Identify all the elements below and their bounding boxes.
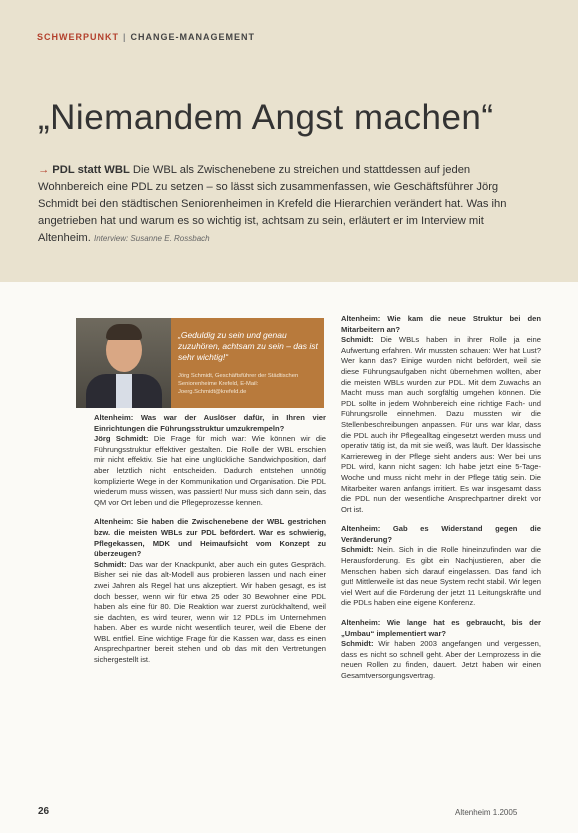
lead-text: Die WBL als Zwischenebene zu streichen und stattdessen auf jeden Wohnbereich eine PDL zu setzen – so lässt sich zusammenfassen, wie Geschäftsführer Jörg Schmidt bei den städtischen Seniorenheimen in Krefeld die Hierarchien verändert hat. Was ihn angetrieben hat und warum es so wichtig ist, achtsam zu sein, erläutert er im Interview mit Altenheim. bbox=[38, 164, 507, 244]
interview-block bbox=[94, 517, 326, 665]
speaker-name: Jörg Schmidt: bbox=[94, 434, 149, 444]
lead-paragraph bbox=[38, 162, 518, 247]
speaker-name: Schmidt: bbox=[341, 639, 374, 649]
interview-question: Altenheim: Was war der Auslöser dafür, in Ihren vier Einrichtungen die Führungsstruktur umzukrempeln? bbox=[94, 413, 326, 433]
interview-block bbox=[341, 314, 541, 515]
kicker-topic: CHANGE-MANAGEMENT bbox=[130, 32, 256, 42]
interview-answer: Wir haben 2003 angefangen und vergessen, dass es nicht so schnell geht. Aber der Lernprozess in die neuen Rollen zu finden, dauert. Jetzt haben wir einen Gesamtversorgungsvertrag. bbox=[341, 639, 541, 680]
interview-block bbox=[94, 413, 326, 508]
left-column bbox=[94, 413, 326, 675]
interview-answer: Die WBLs haben in ihrer Rolle ja eine Aufwertung erfahren. Wir mussten schauen: Wer hat Lust? Wer kann das? Einige wurden nicht befördert, weil sie diese Führungsaufgaben nicht übernehmen wollten, aber die meisten WBLs wurden zur PDL. Mit dem Zuwachs an Macht muss man auch sorgfältig umgehen können. Die PDL sollte in jedem Wohnbereich eine richtige Fach- und Führungsrolle einnehmen. Dazu mussten wir die Stellenbeschreibungen anpassen. Für uns war klar, dass die PDL auch ihr Pflegealltag eingesetzt werden muss und operativ tätig ist, da mit sie weiß, was läuft. Der klassische Karriereweg in der Pflege sieht anders aus: Wer bei uns PDL wird, kann nicht sagen: Ich habe jetzt eine 5-Tage-Woche und muss nicht mehr in der Pflege tätig sein. Die Mitarbeiter waren anfangs irritiert. Es war insgesamt dass die PDL nun der wesentliche Ansprechpartner direkt vor Ort ist. bbox=[341, 335, 541, 514]
magazine-footer: Altenheim 1.2005 bbox=[455, 808, 518, 817]
kicker-section: SCHWERPUNKT bbox=[37, 32, 119, 42]
speaker-name: Schmidt: bbox=[94, 559, 127, 569]
interview-answer: Nein. Sich in die Rolle hineinzufinden war die Herausforderung. Es gibt ein Nachjustieren, aber die Menschen haben sich darauf eingelassen. Das fand ich gut! Mittlerweile ist das neue System recht stabil. Wir legen viel Wert auf die Förderung der jetzt 11 Leitungskräfte und die PDLs haben eine eigene Konferenz. bbox=[341, 545, 541, 608]
section-kicker bbox=[37, 32, 255, 42]
page-number: 26 bbox=[38, 806, 50, 817]
speaker-name: Schmidt: bbox=[341, 545, 374, 555]
lead-tag: PDL statt WBL bbox=[52, 164, 130, 176]
article-title: „Niemandem Angst machen“ bbox=[38, 98, 494, 137]
kicker-separator: | bbox=[123, 32, 127, 42]
photo-caption: Jörg Schmidt, Geschäftsführer der Städtischen Seniorenheime Krefeld, E-Mail: Joerg.Schmidt@krefeld.de bbox=[178, 373, 299, 395]
interview-block bbox=[341, 618, 541, 682]
pull-quote: „Geduldig zu sein und genau zuzuhören, achtsam zu sein – das ist sehr wichtig!“ bbox=[178, 330, 318, 362]
interview-answer: Das war der Knackpunkt, aber auch ein gutes Gespräch. Bisher sei nie das alt-Modell aus probieren lassen und nach einer zwei Jahren als Regel hat uns akzeptiert. Wir haben gesagt, es ist doch besser, wenn wir für etwa 25 oder 30 Bewohner eine PDL haben als eine für 80. Die Reaktion war zuerst zurückhaltend, weil sie dachten, es wird teurer, wenn wir 12 PDLs im Unternehmen haben. Aber es wurde nicht wesentlich teurer, weil die Ebene der WBL entfiel. Eine wichtige Frage für die Kassen war, dass es einen Ansprechpartner bereit stehen und ob das mit den Vertretungen sichergestellt ist. bbox=[94, 559, 326, 665]
right-column bbox=[341, 314, 541, 691]
speaker-name: Schmidt: bbox=[341, 335, 374, 345]
arrow-icon: → bbox=[38, 164, 50, 176]
interview-question: Altenheim: Wie kam die neue Struktur bei den Mitarbeitern an? bbox=[341, 314, 541, 334]
interview-question: Altenheim: Wie lange hat es gebraucht, bis der „Umbau“ implementiert war? bbox=[341, 618, 541, 638]
interview-block bbox=[341, 524, 541, 609]
interview-question: Altenheim: Gab es Widerstand gegen die Veränderung? bbox=[341, 524, 541, 544]
interview-answer: Die Frage für mich war: Wie können wir die Führungsstruktur effektiver gestalten. Die Rolle der WBL erschien mir nicht effektiv. Sie hat eine unglückliche Sandwichposition, darf aber letztlich nicht entscheiden. Dadurch entstehen unnötig komplizierte Wege in der Kommunikation und Organisation. Die PDL wiederum muss wissen, was passiert! Nur muss sich dann sein, das QM vor Ort leben und die Pflegeprozesse kennen. bbox=[94, 434, 326, 507]
byline: Interview: Susanne E. Rossbach bbox=[93, 234, 210, 243]
pull-quote-box bbox=[76, 318, 324, 408]
portrait-photo bbox=[76, 318, 171, 408]
interview-question: Altenheim: Sie haben die Zwischenebene der WBL gestrichen bzw. die meisten WBLs zur PDL befördert. War es schwierig, Pflegekassen, MDK und Heimaufsicht vom Konzept zu überzeugen? bbox=[94, 517, 326, 559]
